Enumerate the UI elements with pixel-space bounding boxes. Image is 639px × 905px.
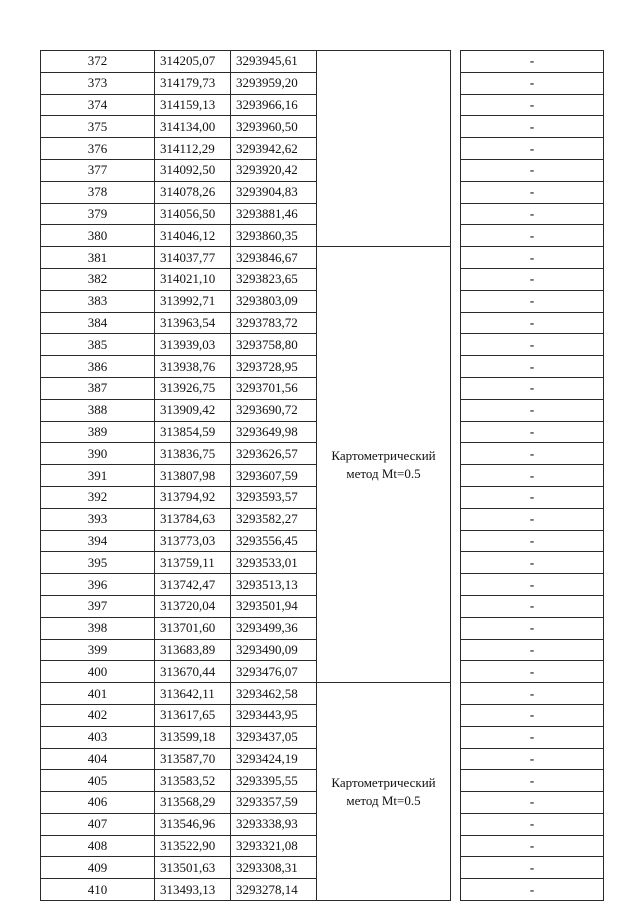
mean-error-cell: - (461, 683, 604, 705)
point-number-cell: 374 (41, 94, 155, 116)
y-coordinate-cell: 3293490,09 (231, 639, 317, 661)
y-coordinate-cell: 3293424,19 (231, 748, 317, 770)
column-gap (451, 443, 461, 465)
y-coordinate-cell: 3293823,65 (231, 268, 317, 290)
mean-error-cell: - (461, 595, 604, 617)
y-coordinate-cell: 3293728,95 (231, 356, 317, 378)
column-gap (451, 377, 461, 399)
mean-error-cell: - (461, 661, 604, 683)
column-gap (451, 639, 461, 661)
x-coordinate-cell: 313759,11 (155, 552, 231, 574)
table-row (41, 51, 604, 73)
mean-error-cell: - (461, 792, 604, 814)
column-gap (451, 203, 461, 225)
method-label-line2: метод Mt=0.5 (346, 792, 421, 808)
point-number-cell: 387 (41, 377, 155, 399)
point-number-cell: 401 (41, 683, 155, 705)
point-number-cell: 375 (41, 116, 155, 138)
point-number-cell: 410 (41, 879, 155, 901)
point-number-cell: 384 (41, 312, 155, 334)
point-number-cell: 382 (41, 268, 155, 290)
method-label-line1: Картометрический (331, 447, 436, 463)
mean-error-cell: - (461, 704, 604, 726)
mean-error-cell: - (461, 639, 604, 661)
y-coordinate-cell: 3293308,31 (231, 857, 317, 879)
y-coordinate-cell: 3293701,56 (231, 377, 317, 399)
x-coordinate-cell: 313568,29 (155, 792, 231, 814)
x-coordinate-cell: 313642,11 (155, 683, 231, 705)
column-gap (451, 552, 461, 574)
x-coordinate-cell: 314159,13 (155, 94, 231, 116)
column-gap (451, 661, 461, 683)
method-cell (317, 247, 451, 683)
table-row (41, 683, 604, 705)
y-coordinate-cell: 3293626,57 (231, 443, 317, 465)
x-coordinate-cell: 314205,07 (155, 51, 231, 73)
method-cell (317, 683, 451, 901)
y-coordinate-cell: 3293357,59 (231, 792, 317, 814)
mean-error-cell: - (461, 486, 604, 508)
mean-error-cell: - (461, 835, 604, 857)
y-coordinate-cell: 3293649,98 (231, 421, 317, 443)
point-number-cell: 402 (41, 704, 155, 726)
x-coordinate-cell: 313720,04 (155, 595, 231, 617)
mean-error-cell: - (461, 181, 604, 203)
y-coordinate-cell: 3293860,35 (231, 225, 317, 247)
point-number-cell: 396 (41, 574, 155, 596)
coordinates-table-body (41, 51, 604, 901)
table-row (41, 247, 604, 269)
x-coordinate-cell: 313854,59 (155, 421, 231, 443)
column-gap (451, 879, 461, 901)
mean-error-cell: - (461, 334, 604, 356)
point-number-cell: 400 (41, 661, 155, 683)
mean-error-cell: - (461, 356, 604, 378)
mean-error-cell: - (461, 399, 604, 421)
mean-error-cell: - (461, 857, 604, 879)
y-coordinate-cell: 3293945,61 (231, 51, 317, 73)
x-coordinate-cell: 314021,10 (155, 268, 231, 290)
x-coordinate-cell: 313939,03 (155, 334, 231, 356)
y-coordinate-cell: 3293437,05 (231, 726, 317, 748)
column-gap (451, 595, 461, 617)
point-number-cell: 397 (41, 595, 155, 617)
y-coordinate-cell: 3293533,01 (231, 552, 317, 574)
point-number-cell: 407 (41, 813, 155, 835)
column-gap (451, 813, 461, 835)
point-number-cell: 394 (41, 530, 155, 552)
mean-error-cell: - (461, 51, 604, 73)
y-coordinate-cell: 3293593,57 (231, 486, 317, 508)
mean-error-cell: - (461, 203, 604, 225)
y-coordinate-cell: 3293395,55 (231, 770, 317, 792)
x-coordinate-cell: 313938,76 (155, 356, 231, 378)
y-coordinate-cell: 3293881,46 (231, 203, 317, 225)
point-number-cell: 408 (41, 835, 155, 857)
column-gap (451, 268, 461, 290)
column-gap (451, 72, 461, 94)
column-gap (451, 51, 461, 73)
x-coordinate-cell: 313599,18 (155, 726, 231, 748)
mean-error-cell: - (461, 225, 604, 247)
x-coordinate-cell: 313926,75 (155, 377, 231, 399)
x-coordinate-cell: 313493,13 (155, 879, 231, 901)
x-coordinate-cell: 313587,70 (155, 748, 231, 770)
x-coordinate-cell: 314037,77 (155, 247, 231, 269)
y-coordinate-cell: 3293338,93 (231, 813, 317, 835)
mean-error-cell: - (461, 508, 604, 530)
column-gap (451, 312, 461, 334)
column-gap (451, 290, 461, 312)
x-coordinate-cell: 314112,29 (155, 138, 231, 160)
point-number-cell: 372 (41, 51, 155, 73)
point-number-cell: 403 (41, 726, 155, 748)
point-number-cell: 398 (41, 617, 155, 639)
column-gap (451, 94, 461, 116)
x-coordinate-cell: 313963,54 (155, 312, 231, 334)
mean-error-cell: - (461, 617, 604, 639)
x-coordinate-cell: 313742,47 (155, 574, 231, 596)
x-coordinate-cell: 313670,44 (155, 661, 231, 683)
x-coordinate-cell: 314046,12 (155, 225, 231, 247)
point-number-cell: 391 (41, 465, 155, 487)
mean-error-cell: - (461, 94, 604, 116)
mean-error-cell: - (461, 247, 604, 269)
column-gap (451, 574, 461, 596)
column-gap (451, 116, 461, 138)
y-coordinate-cell: 3293942,62 (231, 138, 317, 160)
x-coordinate-cell: 313807,98 (155, 465, 231, 487)
point-number-cell: 399 (41, 639, 155, 661)
y-coordinate-cell: 3293556,45 (231, 530, 317, 552)
x-coordinate-cell: 314056,50 (155, 203, 231, 225)
column-gap (451, 683, 461, 705)
column-gap (451, 770, 461, 792)
column-gap (451, 486, 461, 508)
x-coordinate-cell: 313522,90 (155, 835, 231, 857)
point-number-cell: 379 (41, 203, 155, 225)
mean-error-cell: - (461, 268, 604, 290)
mean-error-cell: - (461, 726, 604, 748)
column-gap (451, 726, 461, 748)
y-coordinate-cell: 3293499,36 (231, 617, 317, 639)
point-number-cell: 392 (41, 486, 155, 508)
x-coordinate-cell: 313773,03 (155, 530, 231, 552)
y-coordinate-cell: 3293690,72 (231, 399, 317, 421)
y-coordinate-cell: 3293966,16 (231, 94, 317, 116)
column-gap (451, 465, 461, 487)
point-number-cell: 388 (41, 399, 155, 421)
mean-error-cell: - (461, 116, 604, 138)
y-coordinate-cell: 3293462,58 (231, 683, 317, 705)
x-coordinate-cell: 313546,96 (155, 813, 231, 835)
column-gap (451, 508, 461, 530)
x-coordinate-cell: 314078,26 (155, 181, 231, 203)
column-gap (451, 421, 461, 443)
point-number-cell: 383 (41, 290, 155, 312)
point-number-cell: 404 (41, 748, 155, 770)
mean-error-cell: - (461, 377, 604, 399)
column-gap (451, 857, 461, 879)
point-number-cell: 406 (41, 792, 155, 814)
x-coordinate-cell: 314179,73 (155, 72, 231, 94)
x-coordinate-cell: 313617,65 (155, 704, 231, 726)
mean-error-cell: - (461, 443, 604, 465)
y-coordinate-cell: 3293904,83 (231, 181, 317, 203)
point-number-cell: 373 (41, 72, 155, 94)
x-coordinate-cell: 313583,52 (155, 770, 231, 792)
mean-error-cell: - (461, 465, 604, 487)
y-coordinate-cell: 3293278,14 (231, 879, 317, 901)
column-gap (451, 792, 461, 814)
point-number-cell: 378 (41, 181, 155, 203)
point-number-cell: 405 (41, 770, 155, 792)
column-gap (451, 356, 461, 378)
y-coordinate-cell: 3293607,59 (231, 465, 317, 487)
y-coordinate-cell: 3293513,13 (231, 574, 317, 596)
y-coordinate-cell: 3293582,27 (231, 508, 317, 530)
x-coordinate-cell: 313501,63 (155, 857, 231, 879)
point-number-cell: 376 (41, 138, 155, 160)
y-coordinate-cell: 3293321,08 (231, 835, 317, 857)
mean-error-cell: - (461, 879, 604, 901)
x-coordinate-cell: 313794,92 (155, 486, 231, 508)
x-coordinate-cell: 313909,42 (155, 399, 231, 421)
y-coordinate-cell: 3293803,09 (231, 290, 317, 312)
column-gap (451, 159, 461, 181)
y-coordinate-cell: 3293783,72 (231, 312, 317, 334)
column-gap (451, 138, 461, 160)
mean-error-cell: - (461, 574, 604, 596)
column-gap (451, 399, 461, 421)
mean-error-cell: - (461, 72, 604, 94)
y-coordinate-cell: 3293959,20 (231, 72, 317, 94)
column-gap (451, 247, 461, 269)
y-coordinate-cell: 3293960,50 (231, 116, 317, 138)
point-number-cell: 385 (41, 334, 155, 356)
x-coordinate-cell: 314134,00 (155, 116, 231, 138)
x-coordinate-cell: 313701,60 (155, 617, 231, 639)
x-coordinate-cell: 313992,71 (155, 290, 231, 312)
point-number-cell: 393 (41, 508, 155, 530)
x-coordinate-cell: 313683,89 (155, 639, 231, 661)
mean-error-cell: - (461, 312, 604, 334)
column-gap (451, 530, 461, 552)
point-number-cell: 395 (41, 552, 155, 574)
mean-error-cell: - (461, 530, 604, 552)
column-gap (451, 617, 461, 639)
column-gap (451, 748, 461, 770)
y-coordinate-cell: 3293846,67 (231, 247, 317, 269)
column-gap (451, 334, 461, 356)
y-coordinate-cell: 3293920,42 (231, 159, 317, 181)
column-gap (451, 181, 461, 203)
method-label-line1: Картометрический (331, 774, 436, 790)
x-coordinate-cell: 313836,75 (155, 443, 231, 465)
column-gap (451, 704, 461, 726)
y-coordinate-cell: 3293443,95 (231, 704, 317, 726)
x-coordinate-cell: 314092,50 (155, 159, 231, 181)
y-coordinate-cell: 3293501,94 (231, 595, 317, 617)
point-number-cell: 389 (41, 421, 155, 443)
coordinates-table (40, 50, 604, 901)
mean-error-cell: - (461, 159, 604, 181)
column-gap (451, 835, 461, 857)
method-label-line2: метод Mt=0.5 (346, 465, 421, 481)
method-cell (317, 51, 451, 247)
point-number-cell: 380 (41, 225, 155, 247)
y-coordinate-cell: 3293476,07 (231, 661, 317, 683)
point-number-cell: 386 (41, 356, 155, 378)
y-coordinate-cell: 3293758,80 (231, 334, 317, 356)
mean-error-cell: - (461, 813, 604, 835)
mean-error-cell: - (461, 748, 604, 770)
mean-error-cell: - (461, 138, 604, 160)
point-number-cell: 377 (41, 159, 155, 181)
x-coordinate-cell: 313784,63 (155, 508, 231, 530)
point-number-cell: 390 (41, 443, 155, 465)
mean-error-cell: - (461, 290, 604, 312)
point-number-cell: 409 (41, 857, 155, 879)
mean-error-cell: - (461, 552, 604, 574)
point-number-cell: 381 (41, 247, 155, 269)
mean-error-cell: - (461, 770, 604, 792)
column-gap (451, 225, 461, 247)
mean-error-cell: - (461, 421, 604, 443)
